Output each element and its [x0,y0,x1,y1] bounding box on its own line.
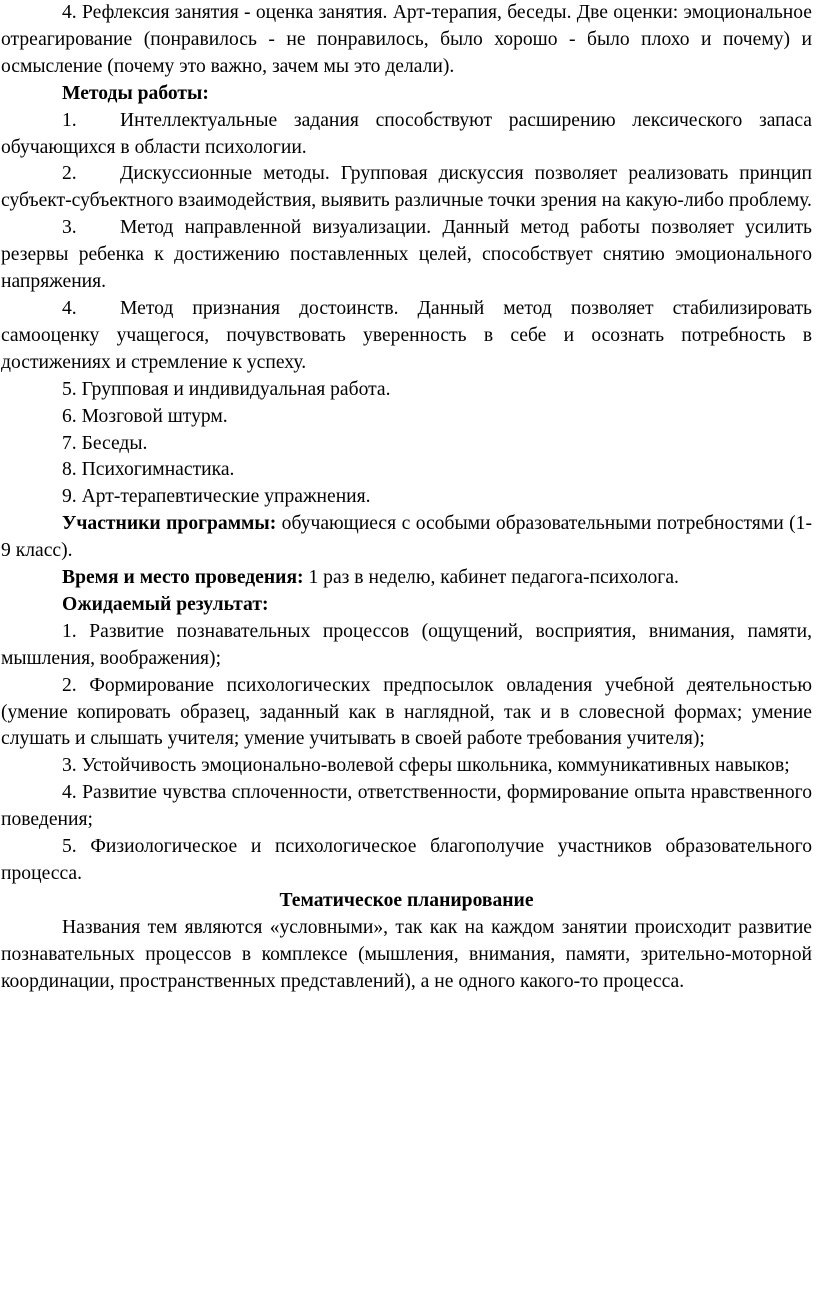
methods-item: 9. Арт-терапевтические упражнения. [62,486,371,508]
methods-heading: Методы работы: [62,82,209,104]
item-text: Интеллектуальные задания способствуют расширению лексического запаса обучающихся в области психологии. [1,109,812,158]
methods-item: 6. Мозговой штурм. [62,405,228,427]
item-text: Дискуссионные методы. Групповая дискуссия позволяет реализовать принцип субъект-субъектного взаимодействия, выявить различные точки зрения на какую-либо проблему. [1,163,812,212]
thematic-heading: Тематическое планирование [279,889,534,911]
participants-text: обучающиеся с особыми образовательными потребностями (1-9 класс). [1,513,812,562]
expected-item: 1. Развитие познавательных процессов (ощущений, восприятия, внимания, памяти, мышления, воображения); [1,620,812,669]
methods-item [1,108,812,162]
item-number: 4. [62,297,77,319]
expected-item: 3. Устойчивость эмоционально-волевой сферы школьника, коммуникативных навыков; [62,755,790,777]
paragraph-reflexion: 4. Рефлексия занятия - оценка занятия. Арт-терапия, беседы. Две оценки: эмоциональное отреагирование (понравилось - не понравилось, было хорошо - было плохо и почему) и осмысление (почему это важно, зачем мы это делали). [1,2,812,77]
expected-item: 5. Физиологическое и психологическое благополучие участников образовательного процесса. [1,836,812,884]
methods-item: 5. Групповая и индивидуальная работа. [62,378,391,400]
item-text: Метод направленной визуализации. Данный метод работы позволяет усилить резервы ребенка к достижению поставленных целей, способствует снятию эмоционального напряжения. [1,217,812,293]
participants-paragraph [1,511,812,565]
item-number: 1. [62,109,77,131]
methods-item [1,296,812,377]
item-number: 2. [62,163,77,185]
time-place-text: 1 раз в неделю, кабинет педагога-психолога. [303,567,679,589]
item-text: Метод признания достоинств. Данный метод позволяет стабилизировать самооценку учащегося, почувствовать уверенность в себе и осознать потребность в достижениях и стремление к успеху. [1,297,812,373]
methods-item [1,215,812,296]
expected-item: 4. Развитие чувства сплоченности, ответственности, формирование опыта нравственного поведения; [1,782,812,831]
thematic-paragraph: Названия тем являются «условными», так как на каждом занятии происходит развитие познавательных процессов в комплексе (мышления, внимания, памяти, зрительно-моторной координации, пространственных представлений), а не одного какого-то процесса. [1,916,812,992]
item-number: 3. [62,217,77,239]
time-place-paragraph [1,565,812,592]
participants-label: Участники программы: [62,513,277,535]
methods-item: 8. Психогимнастика. [62,459,235,481]
methods-item: 7. Беседы. [62,432,148,454]
time-place-label: Время и место проведения: [62,567,304,589]
expected-item: 2. Формирование психологических предпосылок овладения учебной деятельностью (умение копировать образец, заданный как в наглядной, так и в словесной формах; умение слушать и слышать учителя; умение учитывать в своей работе требования учителя); [1,674,812,750]
methods-item [1,161,812,215]
expected-heading: Ожидаемый результат: [62,593,269,615]
